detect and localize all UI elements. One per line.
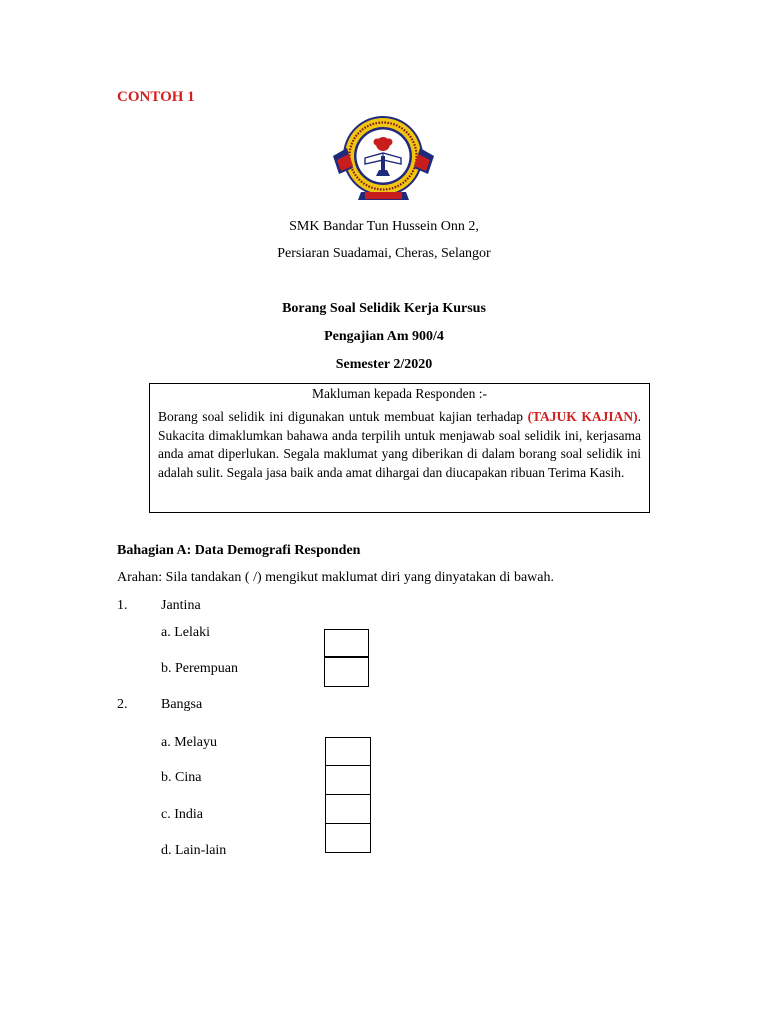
notice-text-after: . Sukacita dimaklumkan bahawa anda terpilih untuk menjawab soal selidik ini, kerjasama anda amat diperlukan. Segala maklumat yang diberikan di dalam borang soal selidik ini adalah sulit. Segala jasa baik anda amat dihargai dan diucapakan ribuan Terima Kasih. — [158, 409, 642, 480]
checkbox-lelaki[interactable] — [324, 629, 369, 657]
option-label: b. Perempuan — [161, 661, 238, 676]
section-a-instruction: Arahan: Sila tandakan ( /) mengikut maklumat diri yang dinyatakan di bawah. — [117, 570, 554, 585]
checkbox-melayu[interactable] — [325, 737, 371, 766]
question-label-jantina: Jantina — [161, 598, 201, 613]
checkbox-perempuan[interactable] — [324, 657, 369, 687]
question-number: 1. — [117, 598, 128, 613]
checkbox-cina[interactable] — [325, 765, 371, 795]
school-logo — [331, 112, 436, 212]
option-label: c. India — [161, 807, 203, 822]
semester-title: Semester 2/2020 — [335, 357, 433, 372]
notice-text-before: Borang soal selidik ini digunakan untuk membuat kajian terhadap — [158, 409, 528, 424]
checkbox-india[interactable] — [325, 794, 371, 824]
respondent-notice-box — [149, 383, 650, 513]
question-number: 2. — [117, 697, 128, 712]
school-name: SMK Bandar Tun Hussein Onn 2, — [289, 219, 479, 234]
topic-placeholder: (TAJUK KAJIAN) — [527, 409, 638, 424]
section-a-heading: Bahagian A: Data Demografi Responden — [117, 543, 361, 558]
sample-label: CONTOH 1 — [117, 89, 195, 105]
notice-title: Makluman kepada Responden :- — [311, 386, 488, 401]
form-title: Borang Soal Selidik Kerja Kursus — [282, 301, 486, 316]
option-label: b. Cina — [161, 770, 202, 785]
option-label: d. Lain-lain — [161, 843, 227, 858]
option-label: a. Melayu — [161, 735, 217, 750]
notice-text — [158, 408, 641, 482]
question-label-bangsa: Bangsa — [161, 697, 203, 712]
school-address: Persiaran Suadamai, Cheras, Selangor — [277, 246, 491, 261]
school-crest-icon — [331, 112, 436, 212]
checkbox-lain-lain[interactable] — [325, 823, 371, 853]
option-label: a. Lelaki — [161, 625, 210, 640]
subject-title: Pengajian Am 900/4 — [324, 329, 444, 344]
